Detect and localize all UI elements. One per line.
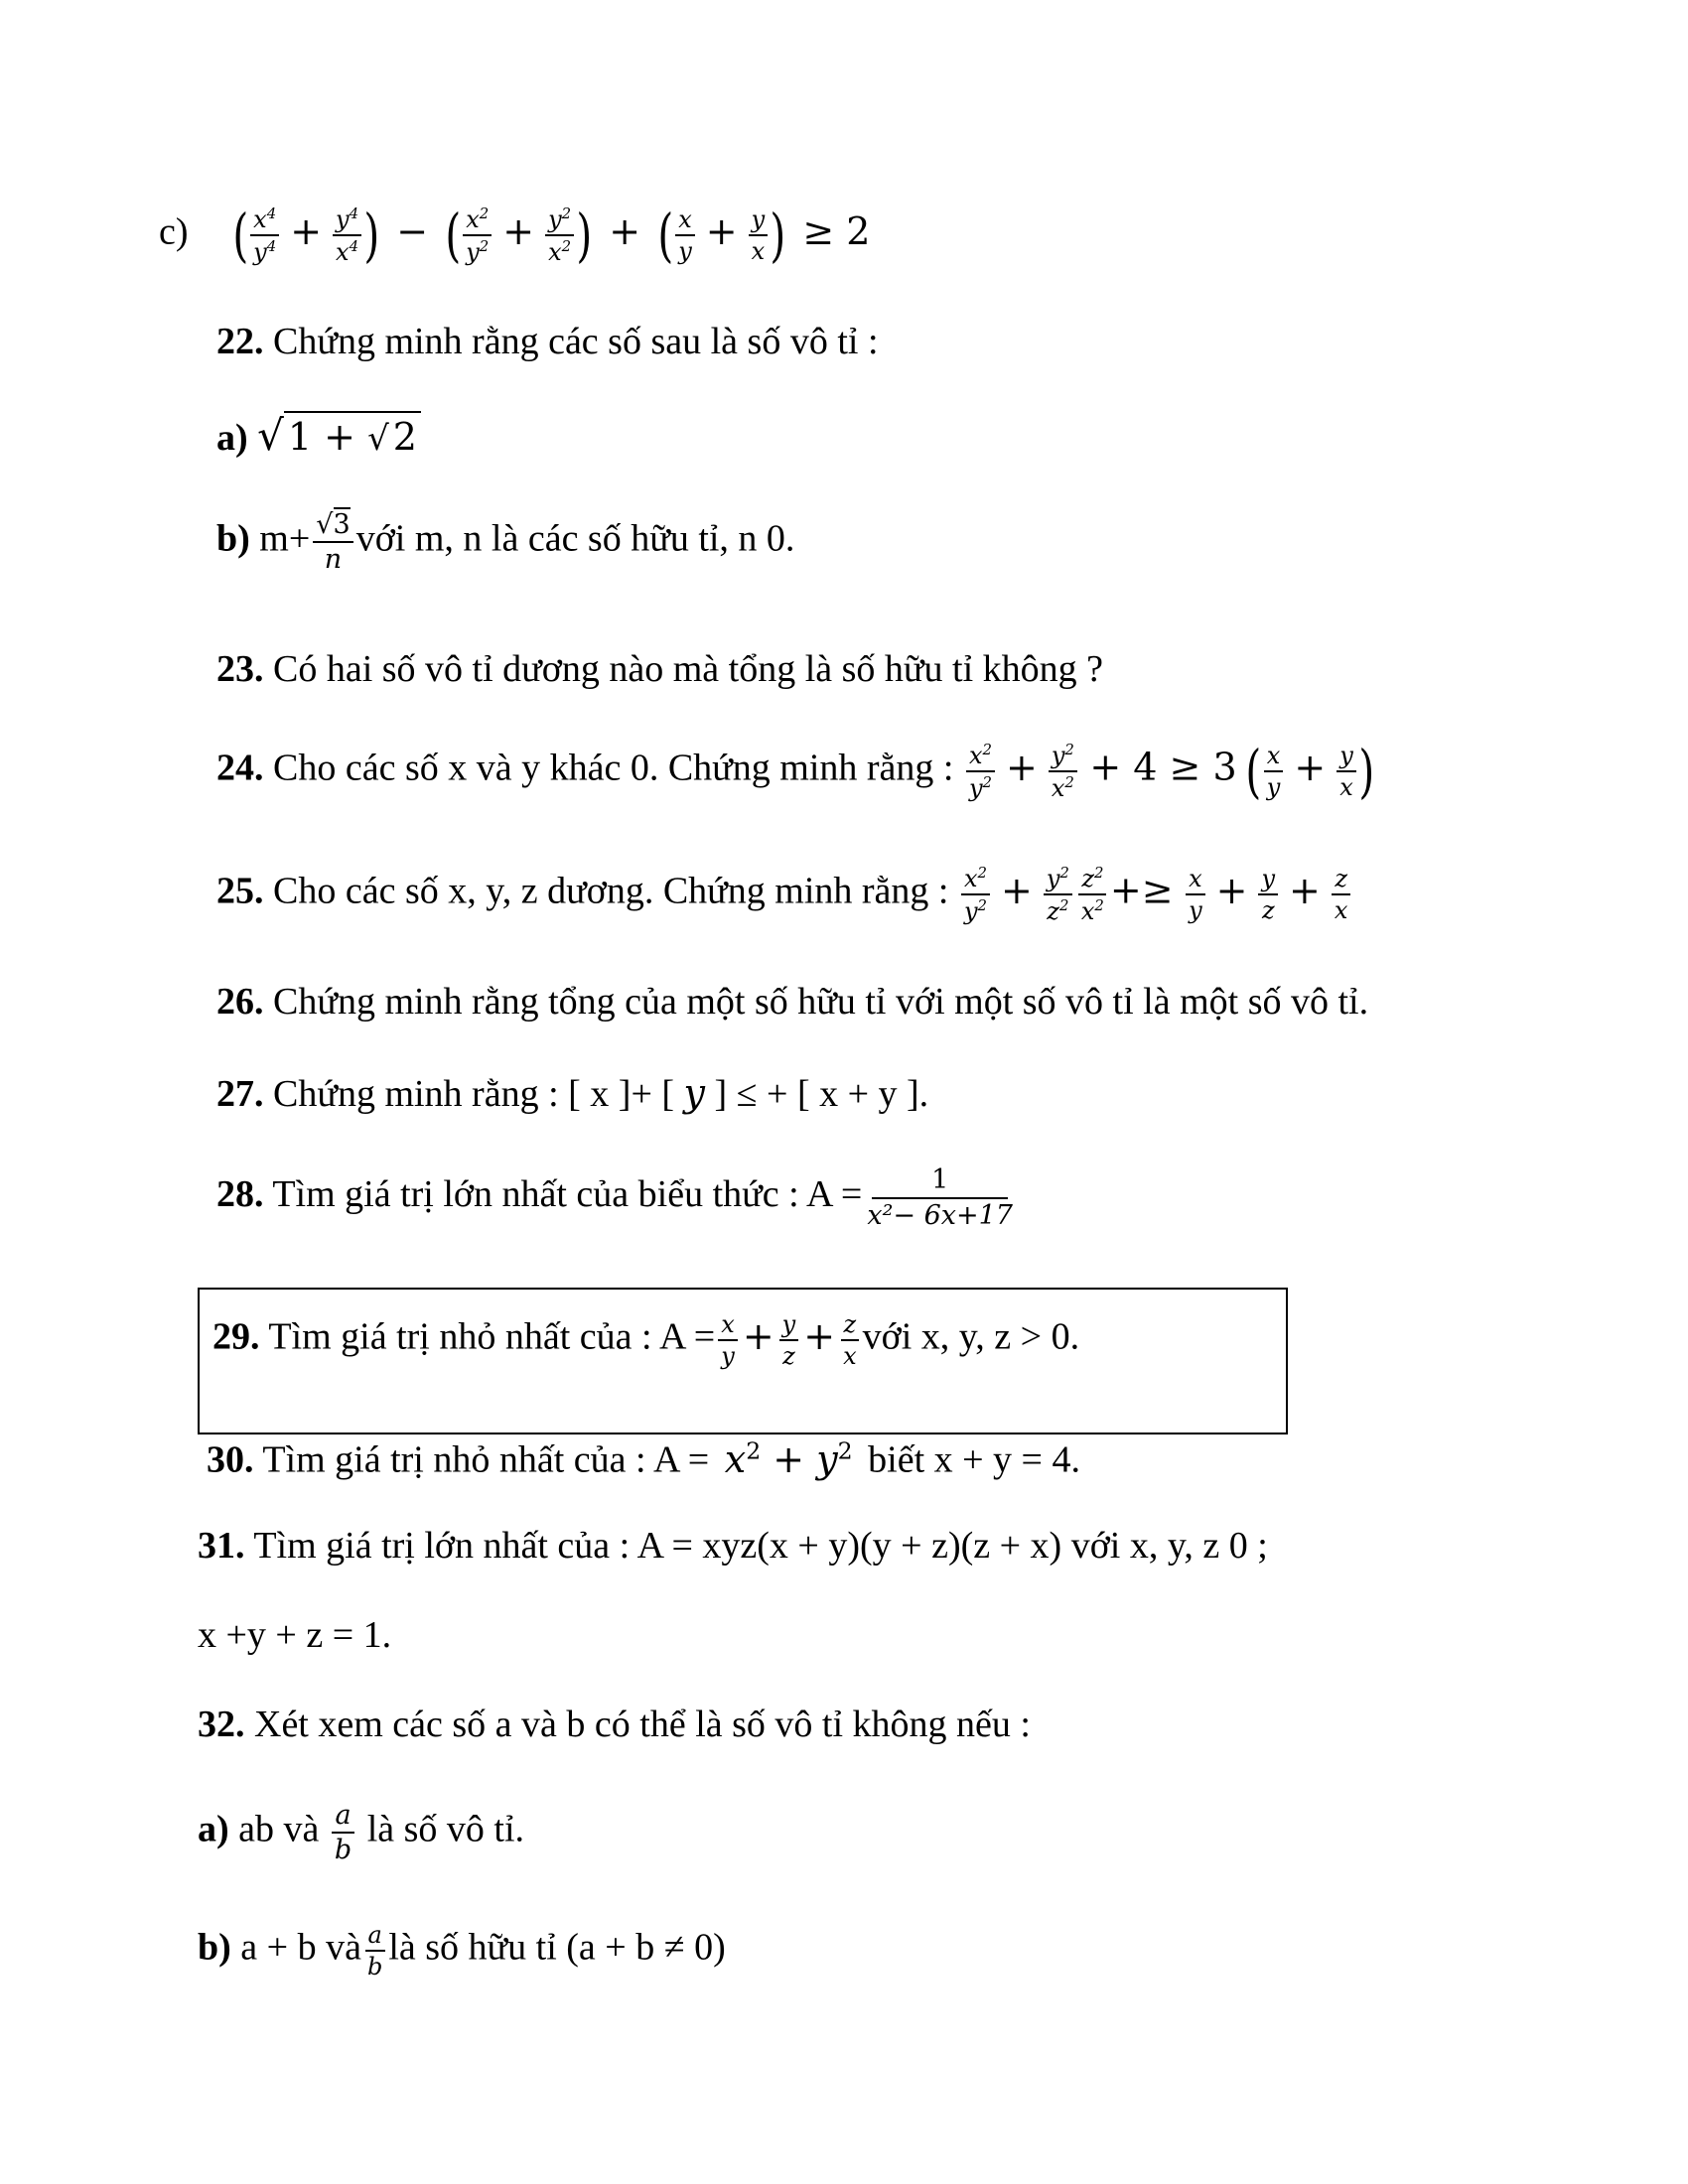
sub-label: b) [216, 517, 250, 560]
question-23: 23. Có hai số vô tỉ dương nào mà tổng là số hữu tỉ không ? [216, 648, 1103, 690]
question-number: 22. [216, 321, 264, 362]
item-c-label: c) [159, 210, 189, 253]
question-26: 26. Chứng minh rằng tổng của một số hữu tỉ với một số vô tỉ là một số vô tỉ. [216, 981, 1369, 1023]
question-32b: b) a + b và $\frac{a}{b}$ là số hữu tỉ (a + b ≠ 0) [198, 1921, 726, 1980]
question-32: 32. Xét xem các số a và b có thể là số vô tỉ không nếu : [198, 1704, 1031, 1745]
sub-label: a) [216, 417, 248, 459]
fraction: $\frac{√3}{n}$ [313, 511, 352, 573]
question-30: 30. Tìm giá trị nhỏ nhất của : $A = x^2 + y^2$ biết x + y = 4. [207, 1436, 1080, 1481]
question-32a: a) ab và $\frac{a}{b}$ là số vô tỉ. [198, 1800, 525, 1865]
item-c-rhs: ≥ 2 [802, 208, 871, 253]
question-27: 27. Chứng minh rằng : [ x ]+ [ y ] ≤ + [ x + y ]. [216, 1071, 929, 1115]
question-29: 29. Tìm giá trị nhỏ nhất của : A = $\frac{x}{y}$ + $\frac{y}{z}$ + $\frac{z}{x}$ với x, y, z > 0. [212, 1310, 1080, 1370]
question-28: 28. Tìm giá trị lớn nhất của biểu thức : A = $\frac{1}{\text{x²− 6x+17}}$ [216, 1166, 1019, 1229]
question-31-cont: x +y + z = 1. [198, 1614, 392, 1656]
question-22a [216, 411, 421, 460]
question-text: Chứng minh rằng các số sau là số vô tỉ : [273, 321, 879, 362]
question-25: 25. Cho các số x, y, z dương. Chứng minh rằng : $\frac{x^2}{y^2}$ + $\frac{y^2}{z^2}$ $\frac{z^2}{x^2}$ +≥ $\frac{x}{y}$ + $\frac{y}{z}$ + $\frac{z}{x}$ [216, 866, 1353, 923]
question-22 [216, 323, 879, 360]
question-22b: b) m+ $\frac{√3}{n}$ với m, n là các số hữu tỉ, n 0. [216, 509, 795, 575]
question-31: 31. Tìm giá trị lớn nhất của : A = xyz(x + y)(y + z)(z + x) với x, y, z 0 ; [198, 1525, 1268, 1567]
item-c: c) ( $\frac{x^4}{y^4}$ + $\frac{y^4}{x^4}$ ) − ( $\frac{x^2}{y^2}$ + $\frac{y^2}{x^2}$ ) + ( $\frac{x}{y}$ + $\frac{y}{x}$ ) ≥ 2 [159, 202, 871, 269]
nested-sqrt: √ 1 + √ 2 [257, 415, 421, 457]
question-24: 24. Cho các số x và y khác 0. Chứng minh rằng : $\frac{x^2}{y^2}$ + $\frac{y^2}{x^2}$ + 4 ≥ 3 ( $\frac{x}{y}$ + $\frac{y}{x}$ ) [216, 738, 1375, 805]
fraction: $\frac{1}{\text{x²− 6x+17}}$ [867, 1164, 1013, 1231]
